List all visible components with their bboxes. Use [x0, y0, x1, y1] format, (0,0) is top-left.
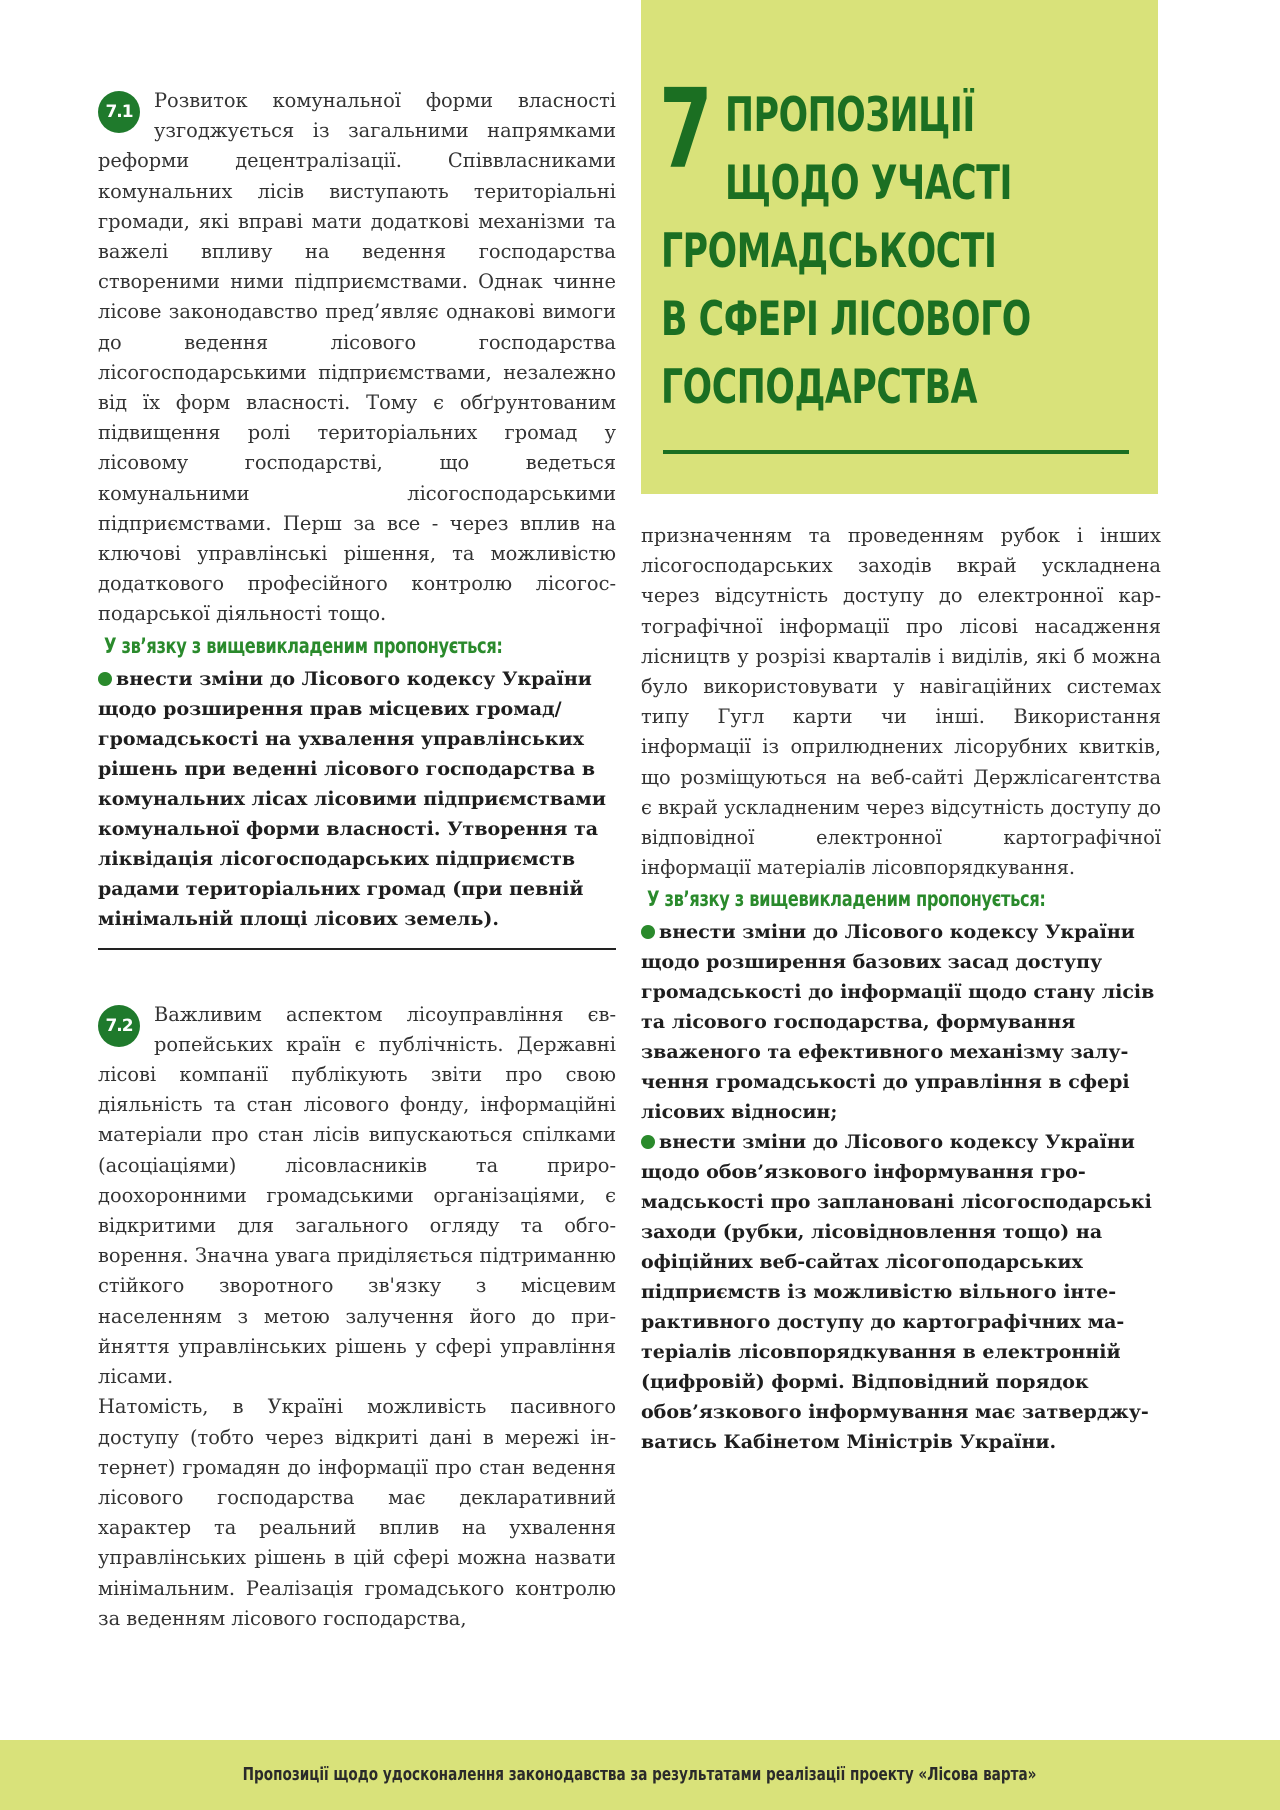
- chapter-title-line-1: ПРОПОЗИЦІЇ: [725, 88, 975, 143]
- section-7-2: [98, 1000, 616, 1634]
- section-badge-7-1: 7.1: [98, 91, 140, 133]
- title-underline: [663, 450, 1129, 454]
- proposes-heading-2: У зв’язку з вищевикладеним пропонується:: [647, 887, 1046, 912]
- proposal-text: внести зміни до Лісового кодексу України щодо обов’язкового інформування громадськості про заплановані лісогосподарські заходи (рубки, лісовідновлення тощо) на офіційних веб-сайтах лісогоподарських підприємств із можливістю вільного інтерактивного доступу до картографічних матеріалів лісовпорядкування в електронній (цифровій) формі. Відповідний порядок обов’язкового інформування має затверджуватись Кабінетом Міністрів України.: [641, 1131, 1152, 1454]
- section-7-1: [98, 86, 616, 950]
- left-column: [98, 86, 616, 1634]
- chapter-title-panel: [641, 0, 1158, 494]
- section-7-2-text-1: Важливим аспектом лісоуправління європейських країн є публічність. Державні лісові компанії публікують звіти про свою діяльність та стан лісового фонду, інформаційні матеріали про стан лісів випускаються спілками (асоціаціями) лісовласників та природоохоронними громадськими організаціями, є відкритими для загального огляду та обговорення. Значна увага приділяється підтриманню стійкого зворотного зв'язку з місцевим населенням з метою залучення його до прийняття управлінських рішень у сфері управління лісами.: [98, 1002, 616, 1389]
- bullet-dot-icon: [641, 925, 655, 939]
- bullet-dot-icon: [641, 1135, 655, 1149]
- chapter-title-line-2: ЩОДО УЧАСТІ: [725, 156, 1012, 211]
- bullet-dot-icon: [98, 672, 112, 686]
- section-7-2-text-3: призначенням та проведенням рубок і інших лісогосподарських заходів вкрай ускладнена через відсутність доступу до електронної картографічної інформації про лісові насадження лісництв у розрізі кварталів і виділів, які б можна було використовувати у навігаційних системах типу Гугл карти чи інші. Використання інформації із оприлюднених лісорубних квитків, що розміщуються на веб-сайті Держлісагентства є вкрай ускладненим через відсутність доступу до відповідної електронної картографічної інформації матеріалів лісовпорядкування.: [641, 524, 1161, 880]
- chapter-title-line-4: В СФЕРІ ЛІСОВОГО: [661, 292, 1031, 347]
- chapter-title-line-5: ГОСПОДАРСТВА: [661, 360, 978, 415]
- proposal-bullet: [641, 917, 1161, 1127]
- section-divider: [98, 948, 616, 950]
- section-7-2-text-2: Натомість, в Україні можливість пасивного доступу (тобто через відкриті дані в мережі інтернет) громадян до інформації про стан ведення лісового господарства має декларативний характер та реальний вплив на ухвалення управлінських рішень в цій сфері можна назвати мінімальним. Реалізація громадського контролю за веденням лісового господарства,: [98, 1395, 616, 1630]
- chapter-number: 7: [659, 65, 713, 193]
- proposal-text: внести зміни до Лісового кодексу України щодо розширення базових засад доступу громадськості до інформації щодо стану лісів та лісового господарства, формування зваженого та ефективного механізму залучення громадськості до управління в сфері лісових відносин;: [641, 921, 1155, 1124]
- proposes-heading: У зв’язку з вищевикладеним пропонується:: [104, 633, 503, 658]
- proposal-text: внести зміни до Лісового кодексу України щодо розширення прав місцевих громад/ громадськості на ухвалення управлінських рішень при веденні лісового господарства в комунальних лісах лісовими підприємствами комунальної форми власності. Утворення та ліквідація лісогосподарських підприємств радами територіальних громад (при певній мінімальній площі лісових земель).: [98, 667, 606, 930]
- right-column: [641, 521, 1161, 1457]
- footer-text: Пропозиції щодо удосконалення законодавства за результатами реалізації проекту «Лісова варта»: [243, 1764, 1037, 1785]
- chapter-title: [661, 82, 1131, 422]
- page-footer: [0, 1740, 1280, 1810]
- proposal-bullet: [641, 1127, 1161, 1457]
- chapter-title-line-3: ГРОМАДСЬКОСТІ: [661, 224, 997, 279]
- proposal-bullet: [98, 664, 616, 934]
- section-badge-7-2: 7.2: [98, 1005, 140, 1047]
- section-7-1-text: Розвиток комунальної форми власності узгоджується із загальними напрямками реформи децентралізації. Співвласниками комунальних лісів виступають територіальні громади, які вправі мати додаткові механізми та важелі впливу на ведення господарства створеними ними підприємствами. Однак чинне лісове законодавство пред’являє однакові вимоги до ведення лісового господарства лісогосподарськими підприємствами, незалежно від їх форм власності. Тому є обґрунтованим підвищення ролі територіальних громад у лісовому господарстві, що ведеться комунальними лісогосподарськими підприємствами. Перш за все - через вплив на ключові управлінські рішення, та можливістю додаткового професійного контролю лісогосподарської діяльності тощо.: [98, 89, 616, 626]
